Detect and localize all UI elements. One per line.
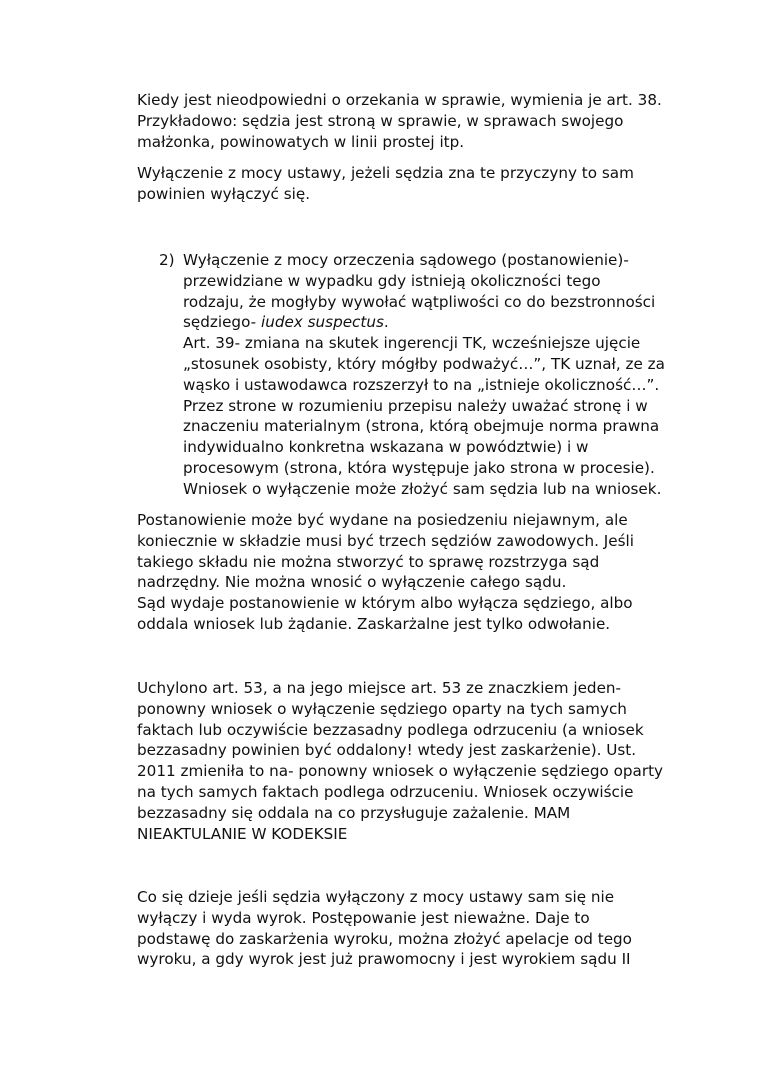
paragraph-statutory-exclusion (137, 163, 697, 205)
text-line: indywidualno konkretna wskazana w powództwie) i w (183, 438, 589, 457)
text-line: NIEAKTULANIE W KODEKSIE (137, 824, 348, 843)
text-line: znaczeniu materialnym (strona, którą obejmuje norma prawna (183, 417, 660, 436)
text-line: bezzasadny powinien być oddalony! wtedy jest zaskarżenie). Ust. (137, 741, 637, 760)
text-line: Sąd wydaje postanowienie w którym albo wyłącza sędziego, albo (137, 594, 633, 613)
text-line: wąsko i ustawodawca rozszerzył to na „istnieje okoliczność…”. (183, 375, 660, 394)
text-line: Wyłączenie z mocy ustawy, jeżeli sędzia zna te przyczyny to sam (137, 164, 634, 182)
text-line: takiego składu nie można stworzyć to sprawę rozstrzyga sąd (137, 552, 600, 571)
text-line-with-latin-term (183, 312, 665, 333)
text-line: oddala wniosek lub żądanie. Zaskarżalne jest tylko odwołanie. (137, 614, 611, 633)
paragraph-art-53 (137, 678, 697, 844)
text-line: Wniosek o wyłączenie może złożyć sam sędzia lub na wniosek. (183, 479, 662, 498)
text-line: na tych samych faktach podlega odrzuceniu. Wniosek oczywiście (137, 782, 634, 801)
text-line: procesowym (strona, która występuje jako strona w procesie). (183, 458, 655, 477)
text-line: Art. 39- zmiana na skutek ingerencji TK, wcześniejsze ujęcie (183, 334, 641, 353)
text-line: rodzaju, że mogłyby wywołać wątpliwości co do bezstronności (183, 292, 656, 311)
latin-term: iudex suspectus (260, 313, 384, 332)
text-line: wyroku, a gdy wyrok jest już prawomocny i jest wyrokiem sądu II (137, 950, 631, 969)
text-line: powinien wyłączyć się. (137, 184, 311, 203)
text-line: Postanowienie może być wydane na posiedzeniu niejawnym, ale (137, 511, 628, 529)
text-line: wyłączy i wyda wyrok. Postępowanie jest nieważne. Daje to (137, 908, 590, 927)
text-line: podstawę do zaskarżenia wyroku, można złożyć apelacje od tego (137, 929, 632, 948)
list-number: 2) (159, 251, 175, 269)
text-line: faktach lub oczywiście bezzasadny podlega odrzuceniu (a wniosek (137, 720, 644, 739)
text-line: 2011 zmieniła to na- ponowny wniosek o wyłączenie sędziego oparty (137, 762, 664, 781)
text-line: Przez strone w rozumieniu przepisu należy uważać stronę i w (183, 396, 648, 415)
text-line: „stosunek osobisty, który mógłby podważyć…”, TK uznał, ze za (183, 354, 665, 373)
text-line: ponowny wniosek o wyłączenie sędziego oparty na tych samych (137, 699, 627, 718)
text-line: Wyłączenie z mocy orzeczenia sądowego (postanowienie)- (183, 251, 629, 269)
paragraph-art-38 (137, 90, 697, 152)
text-line: bezzasadny się oddala na co przysługuje zażalenie. MAM (137, 803, 571, 822)
text-line: Kiedy jest nieodpowiedni o orzekania w sprawie, wymienia je art. 38. (137, 91, 662, 109)
text-line: małżonka, powinowatych w linii prostej itp. (137, 132, 465, 151)
list-item-body (183, 250, 665, 500)
text-line: koniecznie w składzie musi być trzech sędziów zawodowych. Jeśli (137, 531, 634, 550)
text-line: Co się dzieje jeśli sędzia wyłączony z mocy ustawy sam się nie (137, 888, 615, 906)
paragraph-decision (137, 510, 697, 635)
paragraph-judgment-invalid (137, 887, 697, 970)
text-segment: sędziego- (183, 313, 261, 332)
text-segment: . (383, 313, 389, 332)
text-line: Przykładowo: sędzia jest stroną w sprawie, w sprawach swojego (137, 111, 624, 130)
text-line: Uchylono art. 53, a na jego miejsce art. 53 ze znaczkiem jeden- (137, 679, 622, 697)
text-line: nadrzędny. Nie można wnosić o wyłączenie całego sądu. (137, 573, 567, 592)
text-line: przewidziane w wypadku gdy istnieją okoliczności tego (183, 271, 601, 290)
